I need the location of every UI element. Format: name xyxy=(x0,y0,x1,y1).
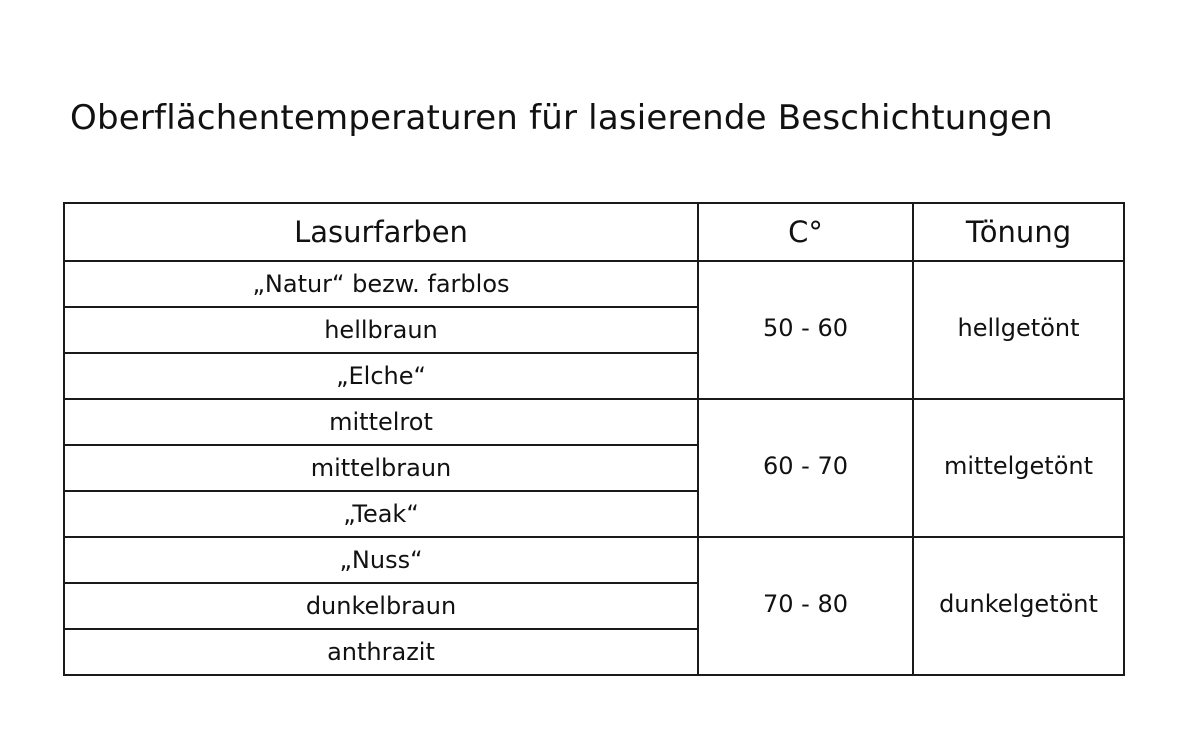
table-row xyxy=(64,261,1124,307)
table-row xyxy=(64,537,1124,583)
color-cell: „Natur“ bezw. farblos xyxy=(64,261,698,307)
column-header-lasurfarben: Lasurfarben xyxy=(64,203,698,261)
tint-cell xyxy=(913,399,1124,537)
page-title: Oberflächentemperaturen für lasierende Beschichtungen xyxy=(70,98,1053,138)
column-header-toenung: Tönung xyxy=(913,203,1124,261)
temperature-value: 50 - 60 xyxy=(763,314,848,342)
color-cell: mittelrot xyxy=(64,399,698,445)
column-header-temperature: C° xyxy=(698,203,913,261)
color-cell: dunkelbraun xyxy=(64,583,698,629)
table-row xyxy=(64,399,1124,445)
color-cell: mittelbraun xyxy=(64,445,698,491)
color-cell: anthrazit xyxy=(64,629,698,675)
temperature-cell xyxy=(698,537,913,675)
tint-value: dunkelgetönt xyxy=(939,590,1098,618)
tint-value: mittelgetönt xyxy=(943,452,1093,480)
color-cell: hellbraun xyxy=(64,307,698,353)
table-header-row xyxy=(64,203,1124,261)
tint-value: hellgetönt xyxy=(957,314,1080,342)
color-cell: „Nuss“ xyxy=(64,537,698,583)
tint-cell xyxy=(913,537,1124,675)
temperature-cell xyxy=(698,399,913,537)
temperature-value: 60 - 70 xyxy=(763,452,848,480)
temperature-cell xyxy=(698,261,913,399)
color-cell: „Elche“ xyxy=(64,353,698,399)
color-cell: „Teak“ xyxy=(64,491,698,537)
temperature-value: 70 - 80 xyxy=(763,590,848,618)
tint-cell xyxy=(913,261,1124,399)
temperature-table xyxy=(63,202,1125,676)
